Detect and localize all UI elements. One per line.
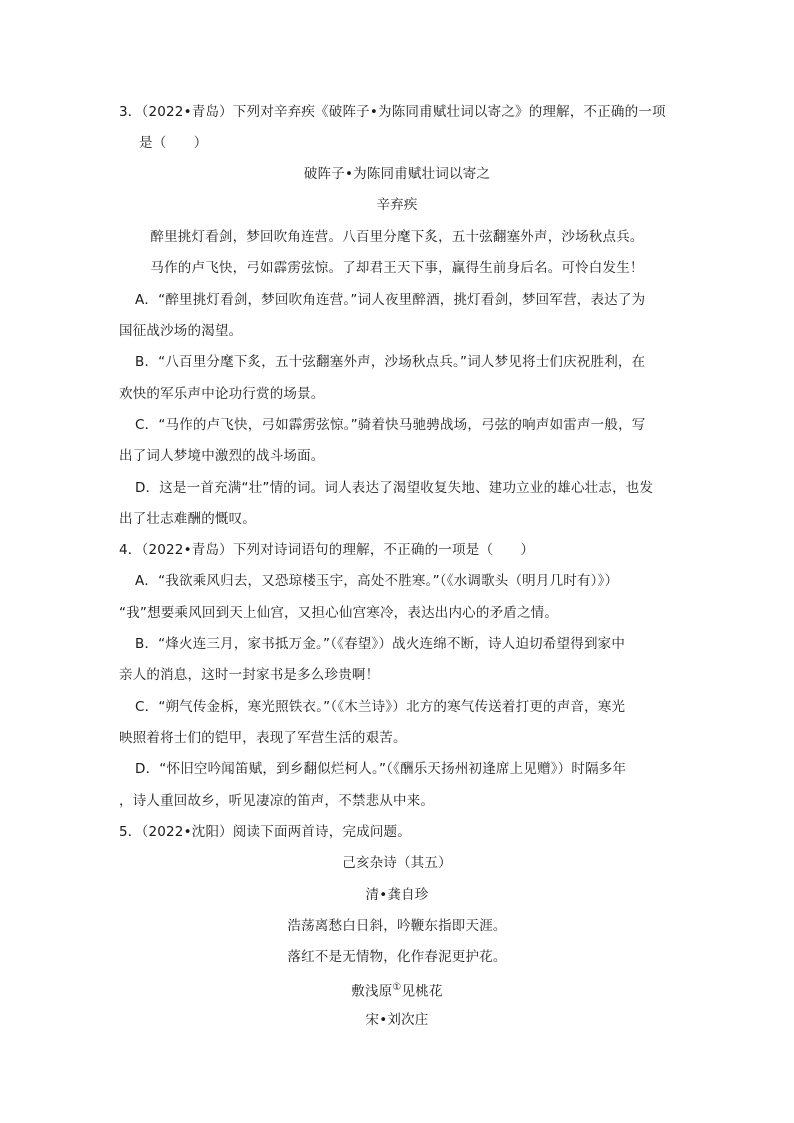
q3-option-d-line2: 出了壮志难酬的慨叹。 [119,511,256,527]
q5-poem1-line2: 落红不是无情物，化作春泥更护花。 [287,949,507,965]
q3-option-a-line1: A．“醉里挑灯看剑，梦回吹角连营。”词人夜里醉酒，挑灯看剑，梦回军营，表达了为 [135,292,646,308]
q3-option-b-line2: 欢快的军乐声中论功行赏的场景。 [119,386,325,402]
q3-option-b-line1: B．“八百里分麾下炙，五十弦翻塞外声，沙场秋点兵。”词人梦见将士们庆祝胜利，在 [135,354,646,370]
q5-poem1-author: 清•龚自珍 [365,887,429,903]
q3-option-a-line2: 国征战沙场的渴望。 [119,323,243,339]
q4-option-a-line1: A．“我欲乘风归去，又恐琼楼玉宇，高处不胜寒。”（《水调歌头（明月几时有）》） [135,573,619,589]
q5-stem: 5．（2022•沈阳）阅读下面两首诗，完成问题。 [119,824,411,840]
q3-poem-line1: 醉里挑灯看剑，梦回吹角连营。八百里分麾下炙，五十弦翻塞外声，沙场秋点兵。 [150,229,644,245]
q4-stem: 4．（2022•青岛）下列对诗词语句的理解，不正确的一项是（ ） [119,542,535,558]
q5-poem2-title [0,978,794,1002]
q4-option-d-line2: ，诗人重回故乡，听见凄凉的笛声，不禁悲从中来。 [119,793,435,809]
q5-poem1-title: 己亥杂诗（其五） [342,855,452,871]
q4-option-a-line2: “我”想要乘风回到天上仙宫，又担心仙宫寒冷，表达出内心的矛盾之情。 [119,605,559,621]
q4-option-d-line1: D．“怀旧空吟闻笛赋，到乡翻似烂柯人。”（《酬乐天扬州初逢席上见赠》）时隔多年 [135,761,627,777]
footnote-marker: ① [392,982,402,993]
q3-option-d-line1: D．这是一首充满“壮”情的词。词人表达了渴望收复失地、建功立业的雄心壮志，也发 [135,480,654,496]
q5-poem2-author: 宋•刘次庄 [365,1012,429,1028]
q5-poem2-title-part2: 见桃花 [401,983,443,1000]
q3-poem-title: 破阵子•为陈同甫赋壮词以寄之 [303,166,491,182]
q4-option-c-line2: 映照着将士们的铠甲，表现了军营生活的艰苦。 [119,730,407,746]
q3-option-c-line1: C．“马作的卢飞快，弓如霹雳弦惊。”骑着快马驰骋战场，弓弦的响声如雷声一般，写 [135,417,646,433]
q5-poem2-title-part1: 敷浅原 [351,983,393,1000]
q3-option-c-line2: 出了词人梦境中激烈的战斗场面。 [119,448,325,464]
q4-option-c-line1: C．“朔气传金柝，寒光照铁衣。”（《木兰诗》）北方的寒气传送着打更的声音，寒光 [135,699,626,715]
q3-poem-line2: 马作的卢飞快，弓如霹雳弦惊。了却君王天下事，赢得生前身后名。可怜白发生！ [150,260,644,276]
q3-poem-author: 辛弃疾 [376,197,418,213]
q3-stem-line2: 是（ ） [139,135,208,151]
q5-poem1-line1: 浩荡离愁白日斜，吟鞭东指即天涯。 [287,918,507,934]
q4-option-b-line1: B．“烽火连三月，家书抵万金。”（《春望》）战火连绵不断，诗人迫切希望得到家中 [135,636,626,652]
q3-stem-line1: 3．（2022•青岛）下列对辛弃疾《破阵子•为陈同甫赋壮词以寄之》的理解，不正确的一项 [119,104,666,120]
q4-option-b-line2: 亲人的消息，这时一封家书是多么珍贵啊！ [119,667,380,683]
